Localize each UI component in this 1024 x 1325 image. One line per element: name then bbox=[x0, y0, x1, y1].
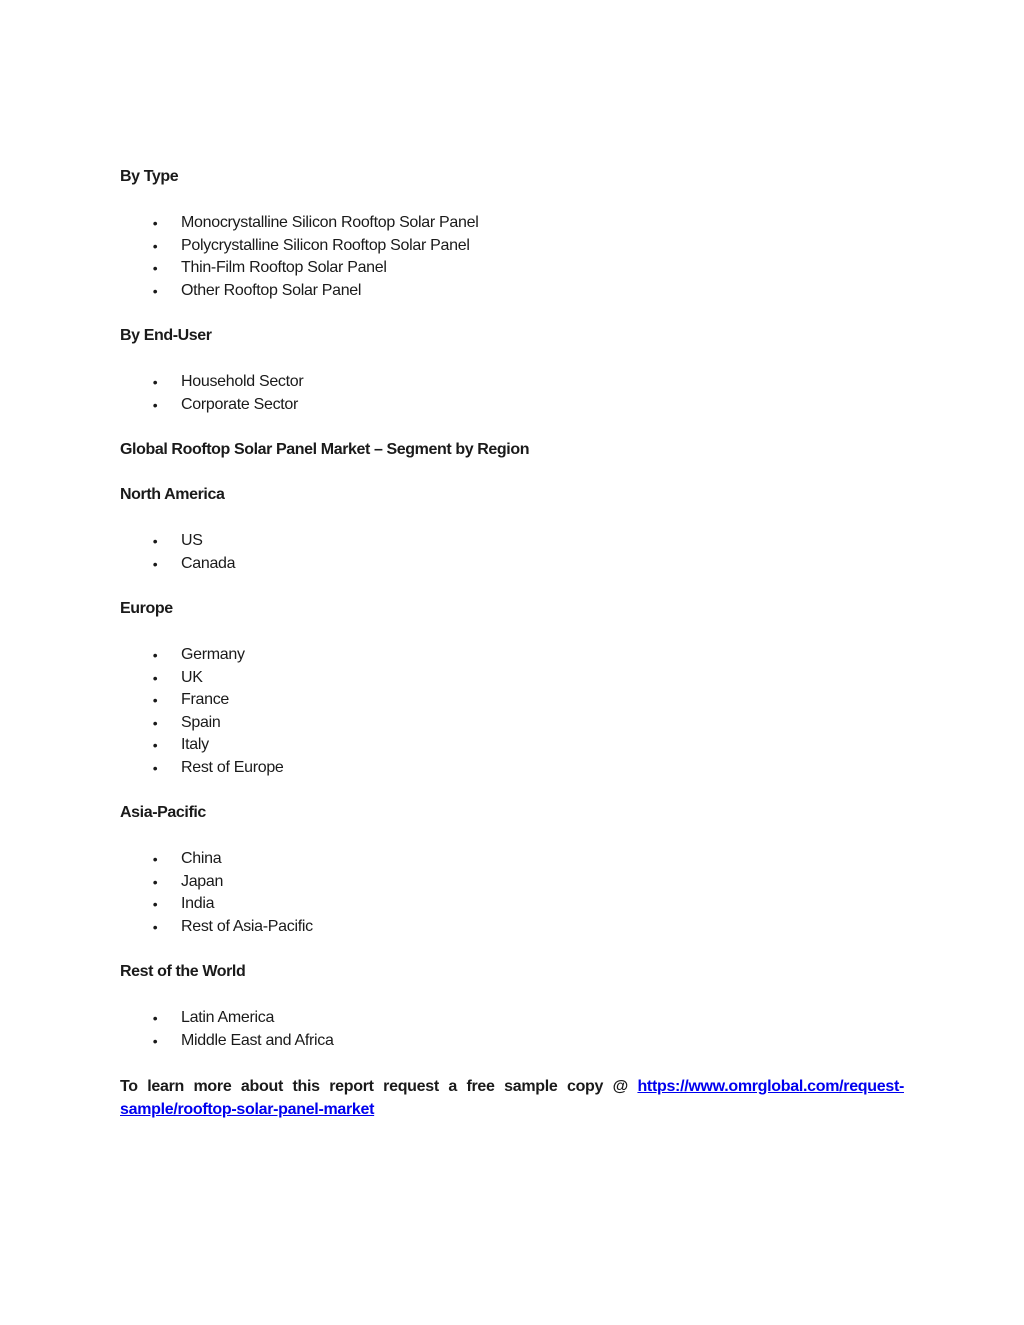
cta-line-2 bbox=[120, 1099, 904, 1122]
bullet-icon: • bbox=[152, 918, 158, 935]
section-heading-by-end-user: By End-User bbox=[120, 327, 212, 344]
document-page: By Type • Monocrystalline Silicon Rooftop Solar Panel • Polycrystalline Silicon Rooftop Solar Panel • Thin-Film Rooftop Solar Panel • Other Rooftop Solar Panel By End-User • Household Sector • Corporate Sector Global Rooftop Solar Panel Market – Segment by Region North America • US • Canada Europe • Germany • UK • France • Spain • Italy • Rest of Europe Asia-Pacific • China • Japan • India • Rest of Asia-Pacific Rest of the World • Latin America • Middle East and Africa To learn more about this report request a free sample copy @ https://www.omrglobal.com/request- sample/rooftop-solar-panel-market bbox=[0, 0, 1024, 1325]
sample-request-paragraph bbox=[120, 1076, 904, 1121]
sample-request-link[interactable]: https://www.omrglobal.com/request- bbox=[637, 1078, 904, 1095]
bullet-icon: • bbox=[152, 737, 158, 753]
bullet-icon: • bbox=[152, 669, 158, 686]
bullet-icon: • bbox=[152, 215, 158, 231]
bullet-icon: • bbox=[152, 851, 158, 867]
cta-line-1 bbox=[120, 1076, 904, 1099]
section-heading-segment-by-region: Global Rooftop Solar Panel Market – Segment by Region bbox=[120, 441, 530, 458]
bullet-icon: • bbox=[152, 759, 158, 776]
section-heading-asia-pacific: Asia-Pacific bbox=[120, 804, 206, 821]
bullet-icon: • bbox=[152, 692, 158, 708]
section-heading-rest-of-the-world: Rest of the World bbox=[120, 963, 246, 980]
section-heading-north-america: North America bbox=[120, 486, 225, 503]
bullet-icon: • bbox=[152, 260, 158, 276]
bullet-icon: • bbox=[152, 396, 158, 413]
section-heading-by-type: By Type bbox=[120, 168, 179, 185]
bullet-icon: • bbox=[152, 374, 158, 390]
bullet-icon: • bbox=[152, 555, 158, 572]
bullet-icon: • bbox=[152, 533, 158, 549]
bullet-icon: • bbox=[152, 282, 158, 299]
bullet-icon: • bbox=[152, 237, 158, 254]
bullet-icon: • bbox=[152, 896, 158, 912]
bullet-icon: • bbox=[152, 873, 158, 890]
cta-text: To learn more about this report request a free sample copy @ bbox=[120, 1078, 628, 1095]
sample-request-link-continued[interactable]: sample/rooftop-solar-panel-market bbox=[120, 1100, 375, 1118]
bullet-icon: • bbox=[152, 1032, 158, 1049]
bullet-icon: • bbox=[152, 714, 158, 731]
bullet-icon: • bbox=[152, 1010, 158, 1026]
bullet-icon: • bbox=[152, 647, 158, 663]
section-heading-europe: Europe bbox=[120, 600, 173, 617]
